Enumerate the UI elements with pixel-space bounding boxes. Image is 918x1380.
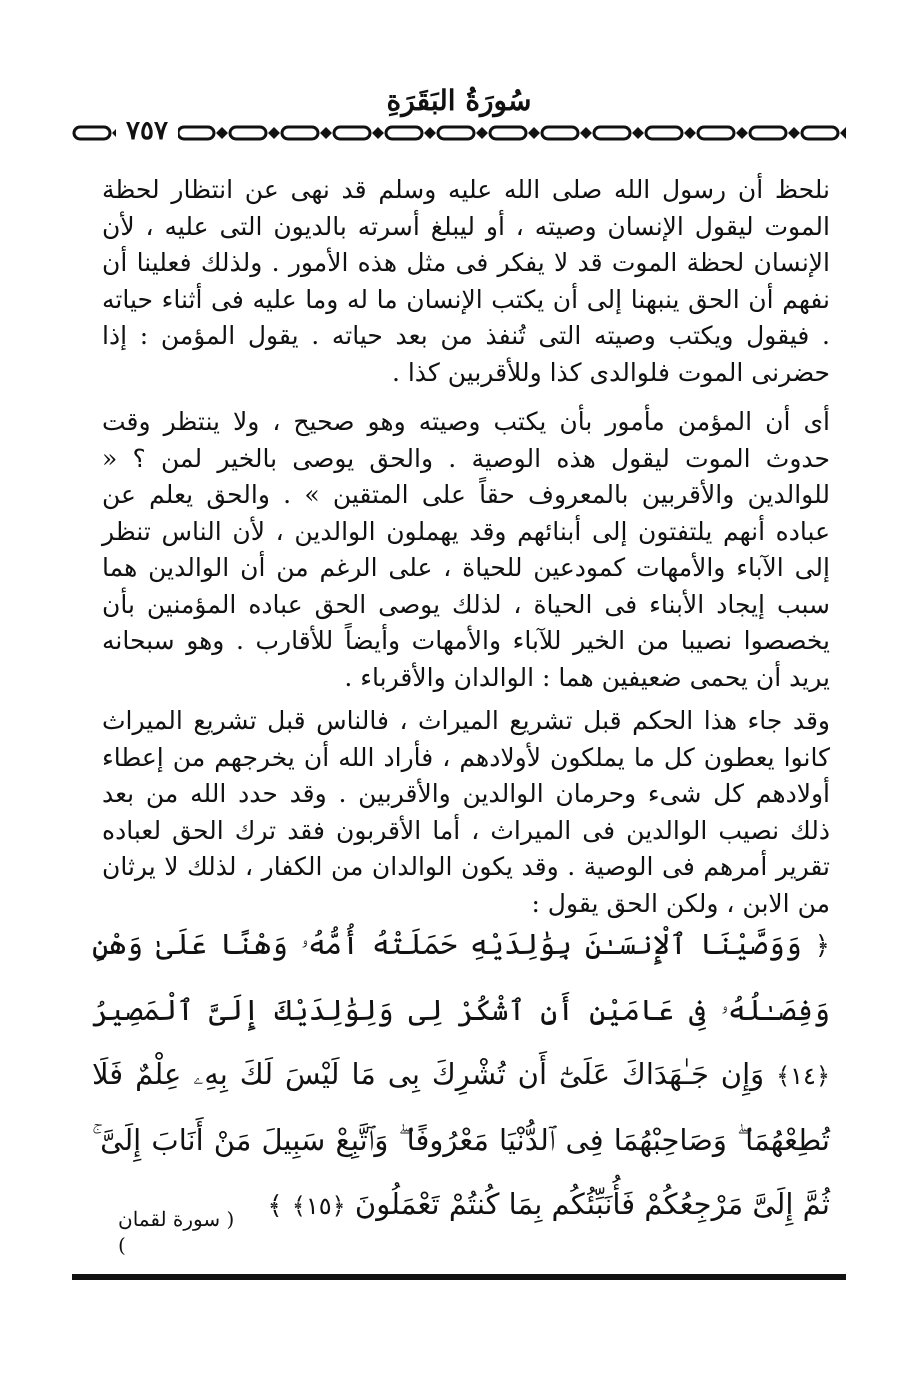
quran-open-bracket: ﴿	[814, 931, 831, 961]
ornament-oval	[542, 127, 578, 139]
quran-close-bracket: ﴾	[267, 1191, 283, 1221]
ornament-oval	[230, 127, 266, 139]
ornament-diamond	[320, 127, 332, 139]
ornament-diamond	[788, 127, 800, 139]
page-number: ٧٥٧	[116, 116, 178, 146]
ornament-diamond	[840, 127, 846, 139]
paragraph-1: نلحظ أن رسول الله صلى الله عليه وسلم قد نهى عن انتظار لحظة الموت ليقول الإنسان وصيته ، أو ليبلغ أسرته بالديون التى عليه ، لأن الإنسان لحظة الموت قد لا يفكر فى مثل هذه الأمور . ولذلك فعلينا أن نفهم أن الحق ينبهنا إلى أن يكتب الإنسان ما له وما عليه فى أثناء حياته . فيقول ويكتب وصيته التى تُنفذ من بعد حياته . يقول المؤمن : إذا حضرنى الموت فلوالدى كذا وللأقربين كذا .	[102, 175, 830, 387]
ornament-oval	[178, 127, 214, 139]
ornament-diamond	[632, 127, 644, 139]
ornament-oval	[802, 127, 838, 139]
surah-title: سُورَةُ البَقَرَةِ	[386, 84, 532, 117]
quran-verses	[92, 912, 830, 1238]
ornament-diamond	[424, 127, 436, 139]
ornament-diamond	[268, 127, 280, 139]
ornament-oval	[594, 127, 630, 139]
ornament-oval	[386, 127, 422, 139]
ornament-oval	[282, 127, 318, 139]
quran-verse-14: وَوَصَّيْنَا ٱلْإِنسَـٰنَ بِوَٰلِدَيْهِ حَمَلَتْهُ أُمُّهُۥ وَهْنًا عَلَىٰ وَهْنٍ وَفِصَـٰلُهُۥ فِى عَامَيْنِ أَنِ ٱشْكُرْ لِى وَلِوَٰلِدَيْكَ إِلَىَّ ٱلْمَصِيرُ	[92, 927, 830, 1027]
ornament-diamond	[528, 127, 540, 139]
ornament-diamond	[476, 127, 488, 139]
ornament-diamond	[372, 127, 384, 139]
ornamental-border	[72, 120, 846, 146]
footer-rule	[72, 1274, 846, 1280]
ornament-diamond	[216, 127, 228, 139]
quran-verse-15: وَإِن جَـٰهَدَاكَ عَلَىٰٓ أَن تُشْرِكَ بِى مَا لَيْسَ لَكَ بِهِۦ عِلْمٌ فَلَا تُطِعْهُمَا ۖ وَصَاحِبْهُمَا فِى ٱلدُّنْيَا مَعْرُوفًا ۖ وَٱتَّبِعْ سَبِيلَ مَنْ أَنَابَ إِلَىَّ ۚ ثُمَّ إِلَىَّ مَرْجِعُكُمْ فَأُنَبِّئُكُم بِمَا كُنتُمْ تَعْمَلُونَ	[92, 1057, 830, 1221]
ornament-oval	[334, 127, 370, 139]
ornament-oval	[646, 127, 682, 139]
paragraph-2: أى أن المؤمن مأمور بأن يكتب وصيته وهو صحيح ، ولا ينتظر وقت حدوث الموت ليقول هذه الوصية . والحق يوصى بالخير لمن ؟ « للوالدين والأقربين بالمعروف حقاً على المتقين » . والحق يعلم عن عباده أنهم يلتفتون إلى أبنائهم وقد يهملون الوالدين ، لأن الناس تنظر إلى الآباء والأمهات كمودعين للحياة ، على الرغم من أن الوالدين هما سبب إيجاد الأبناء فى الحياة ، لذلك يوصى الحق عباده المؤمنين بأن يخصصوا نصيبا من الخير للآباء والأمهات وأيضاً للأقارب . وهو سبحانه يريد أن يحمى ضعيفين هما : الوالدان والأقرباء .	[102, 407, 830, 692]
source-reference: ( سورة لقمان )	[118, 1207, 235, 1257]
ornament-oval	[750, 127, 786, 139]
ornament-diamond	[684, 127, 696, 139]
ornament-oval	[698, 127, 734, 139]
ornament-oval	[74, 127, 110, 139]
ornament-oval	[490, 127, 526, 139]
ornament-oval	[438, 127, 474, 139]
ayah-number-15: ﴿١٥﴾	[291, 1192, 346, 1220]
ornament-chain	[72, 120, 846, 146]
ornament-diamond	[580, 127, 592, 139]
ornament-diamond	[736, 127, 748, 139]
ayah-number-14: ﴿١٤﴾	[776, 1062, 830, 1090]
paragraph-3: وقد جاء هذا الحكم قبل تشريع الميراث ، فالناس قبل تشريع الميراث كانوا يعطون كل ما يملكون لأولادهم ، فأراد الله أن يخرجهم من إعطاء أولادهم كل شىء وحرمان الوالدين والأقربين . وقد حدد الله من بعد ذلك نصيب الوالدين فى الميراث ، أما الأقربون فقد ترك الحق لعباده تقرير أمرهم فى الوصية . وقد يكون الوالدان من الكفار ، لذلك لا يرثان من الابن ، ولكن الحق يقول :	[102, 706, 830, 918]
